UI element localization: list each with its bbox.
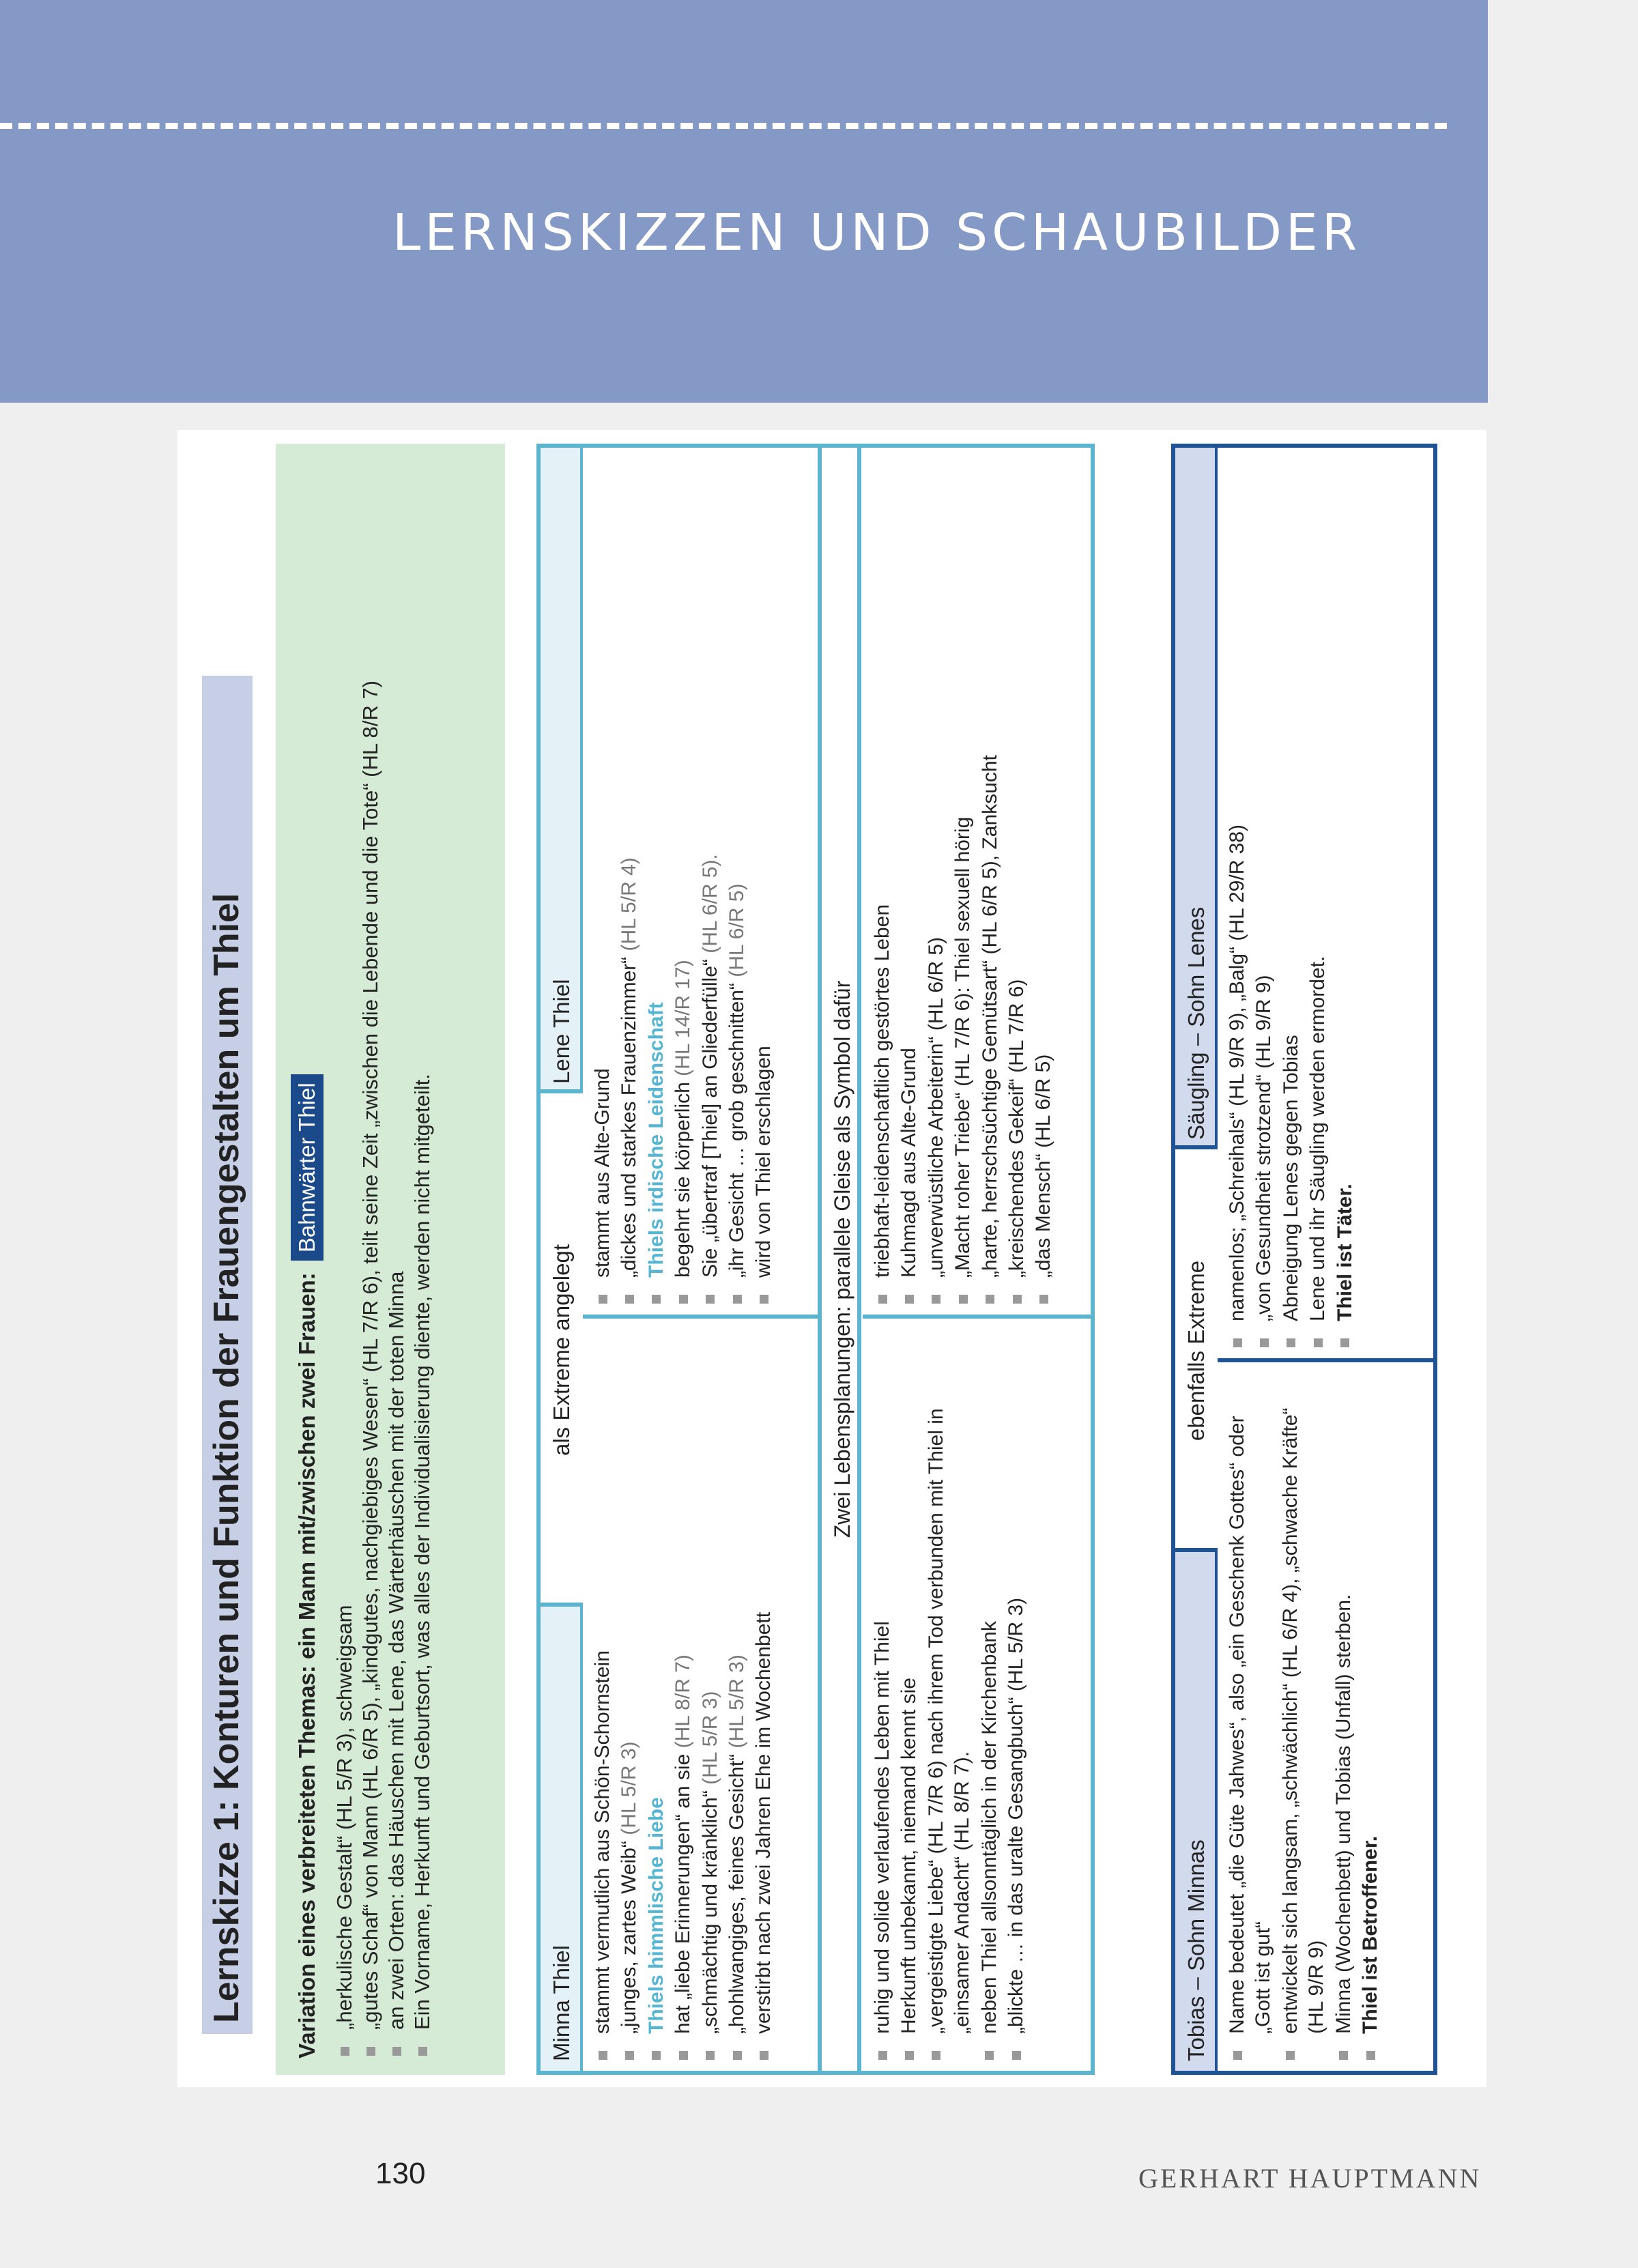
item-ref: (HL 14/R 17) <box>672 960 695 1076</box>
sketch-title: Lernskizze 1: Konturen und Funktion der Frauengestalten um Thiel <box>202 676 253 2034</box>
list-item: neben Thiel allsonntäglich in der Kirchenbank <box>977 1328 1003 2063</box>
list-item: Ein Vorname, Herkunft und Geburtsort, was alles der Individualisierung diente, werden nicht mitgeteilt. <box>410 460 435 2058</box>
tobias-traits <box>1219 1364 1432 2071</box>
sons-table <box>1171 444 1437 2075</box>
list-item: entwickelt sich langsam, „schwächlich“ (HL 6/R 4), „schwache Kräfte“ (HL 9/R 9) <box>1278 1372 1330 2063</box>
list-item: ruhig und solide verlaufendes Leben mit Thiel <box>870 1328 895 2063</box>
list-item: „blickte … in das uralte Gesangbuch“ (HL 5/R 3) <box>1003 1328 1029 2063</box>
item-text: „dickes und starkes Frauenzimmer“ <box>618 956 641 1278</box>
list-item: namenlos; „Schreihals“ (HL 9/R 9), „Balg“ (HL 29/R 38) <box>1224 456 1250 1350</box>
item-text: „schmächtig und kränklich“ <box>698 1790 721 2034</box>
header-divider <box>1175 1548 1218 1552</box>
minna-life <box>864 1320 1093 2071</box>
item-text: Sie „übertraf [Thiel] an Gliederfülle“ <box>698 959 721 1278</box>
list-item: Kuhmagd aus Alte-Grund <box>896 456 922 1306</box>
list-item <box>590 1328 616 2063</box>
list-item <box>698 456 723 1306</box>
chapter-banner <box>0 0 1488 403</box>
middle-row-label: Zwei Lebensplanungen: parallele Gleise als Symbol dafür <box>818 448 861 2071</box>
variation-row <box>291 460 324 2058</box>
list-item: triebhaft-leidenschaftlich gestörtes Leben <box>870 456 895 1306</box>
col-minna-label: Minna Thiel <box>549 1945 574 2061</box>
item-text: Thiels irdische Leidenschaft <box>644 1002 667 1278</box>
list-item: „unverwüstliche Arbeiterin“ (HL 6/R 5) <box>923 456 949 1306</box>
variation-label: Variation eines verbreiteten Themas: ein Mann mit/zwischen zwei Frauen: <box>294 1272 319 2058</box>
list-item: Abneigung Lenes gegen Tobias <box>1278 456 1304 1350</box>
book-author: GERHART HAUPTMANN <box>1138 2163 1482 2194</box>
item-text: stammt vermutlich aus Schön-Schornstein <box>591 1650 614 2034</box>
col-lene-label: Lene Thiel <box>549 979 574 1084</box>
list-item: „herkulische Gestalt“ (HL 5/R 3), schweigsam <box>332 460 358 2058</box>
list-item <box>724 456 750 1306</box>
item-ref: (HL 6/R 5) <box>725 883 748 977</box>
list-item <box>590 456 616 1306</box>
item-ref: (HL 5/R 3) <box>698 1691 721 1785</box>
item-text: „hohlwangiges, feines Gesicht“ <box>725 1753 748 2034</box>
item-text: Thiels himmlische Liebe <box>644 1797 667 2034</box>
page-number: 130 <box>375 2157 426 2190</box>
item-ref: (HL 5/R 3) <box>725 1654 748 1749</box>
item-text: hat „liebe Erinnerungen“ an sie <box>672 1753 695 2034</box>
chapter-title: LERNSKIZZEN UND SCHAUBILDER <box>392 203 1362 262</box>
item-ref: (HL 5/R 4) <box>618 857 641 951</box>
list-item: Minna (Wochenbett) und Tobias (Unfall) sterben. <box>1331 1372 1357 2063</box>
intro-list <box>332 460 435 2058</box>
header-divider <box>1175 1145 1218 1149</box>
list-item: „vergeistigte Liebe“ (HL 7/R 6) nach ihrem Tod verbunden mit Thiel in „einsamer Andacht“ (HL 8/R 7). <box>923 1328 976 2063</box>
col-extreme-label: als Extreme angelegt <box>549 1244 574 1456</box>
item-text: stammt aus Alte-Grund <box>591 1068 614 1278</box>
column-divider <box>583 1315 818 1319</box>
list-item: Thiel ist Täter. <box>1332 456 1358 1350</box>
item-ref: (HL 6/R 5). <box>698 854 721 953</box>
list-item: „das Mensch“ (HL 6/R 5) <box>1031 456 1057 1306</box>
intro-box <box>276 444 505 2075</box>
col-saeugling-label: Säugling – Sohn Lenes <box>1183 906 1209 1140</box>
list-item <box>751 456 777 1306</box>
column-divider <box>863 1315 1095 1319</box>
list-item: „Macht roher Triebe“ (HL 7/R 6): Thiel sexuell hörig <box>950 456 976 1306</box>
header-divider <box>541 1603 583 1607</box>
list-item <box>616 456 642 1306</box>
item-text: wird von Thiel erschlagen <box>752 1046 775 1278</box>
list-item: Lene und ihr Säugling werden ermordet. <box>1305 456 1331 1350</box>
item-text: „junges, zartes Weib“ <box>618 1841 641 2034</box>
col-extreme-label: ebenfalls Extreme <box>1183 1260 1209 1441</box>
list-item <box>670 456 696 1306</box>
list-item <box>724 1328 750 2063</box>
col-tobias-label: Tobias – Sohn Minnas <box>1183 1839 1209 2061</box>
women-table <box>536 444 1095 2075</box>
item-ref: (HL 5/R 3) <box>618 1741 641 1835</box>
list-item: Name bedeutet „die Güte Jahwes“, also „ein Geschenk Gottes“ oder „Gott ist gut“ <box>1224 1372 1277 2063</box>
list-item <box>644 1328 670 2063</box>
item-text: begehrt sie körperlich <box>672 1082 695 1278</box>
minna-traits <box>584 1320 816 2071</box>
list-item: Thiel ist Betroffener. <box>1357 1372 1383 2063</box>
dashed-divider <box>0 123 1447 129</box>
list-item: „harte, herrschsüchtige Gemütsart“ (HL 6/R 5), Zanksucht <box>977 456 1003 1306</box>
list-item: an zwei Orten: das Häuschen mit Lene, das Wärterhäuschen mit der toten Minna <box>384 460 410 2058</box>
list-item: „gutes Schaf“ von Mann (HL 6/R 5), „kindgutes, nachgiebiges Wesen“ (HL 7/R 6), teilt seine Zeit „zwischen die Lebende und die Tote“ (HL 8/R 7) <box>358 460 384 2058</box>
header-divider <box>541 1089 583 1093</box>
column-divider <box>1218 1358 1433 1362</box>
item-text: verstirbt nach zwei Jahren Ehe im Wochenbett <box>752 1611 775 2034</box>
baby-traits <box>1219 448 1432 1358</box>
badge-bahnwaerter: Bahnwärter Thiel <box>291 1074 324 1261</box>
list-item: „von Gesundheit strotzend“ (HL 9/R 9) <box>1251 456 1277 1350</box>
list-item <box>616 1328 642 2063</box>
list-item: „kreischendes Gekeif“ (HL 7/R 6) <box>1004 456 1030 1306</box>
item-text: „ihr Gesicht … grob geschnitten“ <box>725 983 748 1278</box>
rotated-sketch <box>202 444 1437 2075</box>
item-ref: (HL 8/R 7) <box>672 1654 695 1749</box>
list-item <box>751 1328 777 2063</box>
list-item: Herkunft unbekannt, niemand kennt sie <box>896 1328 922 2063</box>
lene-life <box>864 448 1093 1315</box>
list-item <box>698 1328 723 2063</box>
list-item <box>670 1328 696 2063</box>
lene-traits <box>584 448 816 1315</box>
list-item <box>644 456 670 1306</box>
